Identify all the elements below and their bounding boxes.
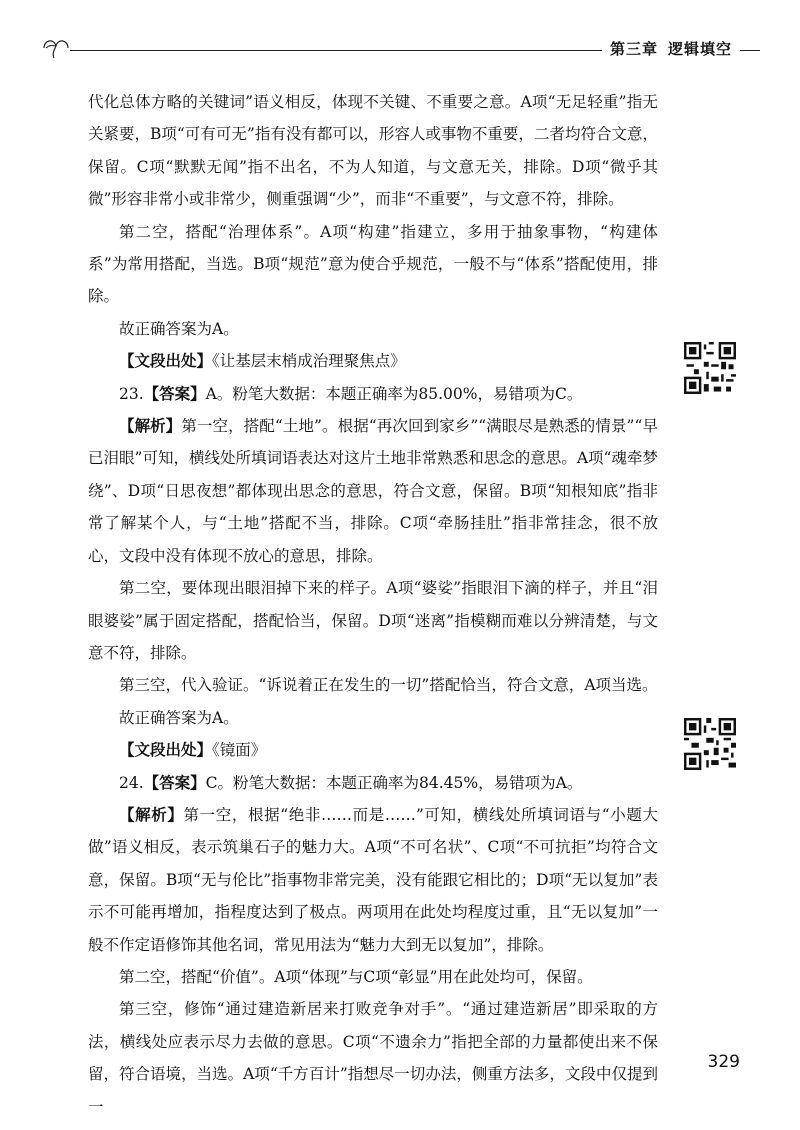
paragraph-text: 第二空，要体现出眼泪掉下来的样子。A项“婆娑”指眼泪下滴的样子，并且“泪眼婆娑”属于固定搭配，搭配恰当，保留。D项“迷离”指模糊而难以分辨清楚，与文意不符，排除。 bbox=[88, 579, 658, 662]
paragraph bbox=[88, 313, 658, 345]
answer-line bbox=[88, 378, 658, 410]
answer-tag: 【答案】 bbox=[143, 773, 206, 792]
paragraph bbox=[88, 86, 658, 216]
paragraph bbox=[88, 993, 658, 1123]
paragraph-text: 第二空，搭配“价值”。A项“体现”与C项“彰显”用在此处均可，保留。 bbox=[119, 967, 593, 986]
answer-text: A。粉笔大数据：本题正确率为85.00%，易错项为C。 bbox=[205, 384, 583, 403]
paragraph bbox=[88, 961, 658, 993]
answer-tag: 【答案】 bbox=[143, 384, 206, 403]
leaf-ornament-icon bbox=[40, 34, 72, 60]
paragraph bbox=[88, 572, 658, 669]
chapter-heading bbox=[602, 38, 740, 59]
analysis-tag: 【解析】 bbox=[119, 417, 182, 436]
paragraph-text: 第三空，修饰“通过建造新居来打败竞争对手”。“通过建造新居”即采取的方法，横线处应表示尽力去做的意思。C项“不遗余力”指把全部的力量都使出来不保留，符合语境，当选。A项“千方百计”指想尽一切办法，侧重方法多，文段中仅提到一 bbox=[88, 1000, 658, 1116]
paragraph-text: 第三空，代入验证。“诉说着正在发生的一切”搭配恰当，符合文意，A项当选。 bbox=[119, 676, 658, 695]
source-tag: 【文段出处】 bbox=[119, 741, 213, 760]
question-number: 24. bbox=[119, 773, 144, 792]
question-number: 23. bbox=[119, 384, 144, 403]
paragraph-text: 故正确答案为A。 bbox=[119, 708, 239, 727]
answer-line bbox=[88, 767, 658, 799]
page-number: 329 bbox=[707, 1052, 740, 1072]
source-line bbox=[88, 734, 658, 766]
paragraph-text: 代化总体方略的关键词”语义相反，体现不关键、不重要之意。A项“无足轻重”指无关紧要，B项“可有可无”指有没有都可以，形容人或事物不重要，二者均符合文意，保留。C项“默默无闻”指不出名，不为人知道，与文意无关，排除。D项“微乎其微”形容非常小或非常少，侧重强调“少”，而非“不重要”，与文意不符，排除。 bbox=[88, 93, 658, 209]
source-title: 《镜面》 bbox=[212, 741, 267, 760]
paragraph bbox=[88, 702, 658, 734]
analysis-text: 第一空，搭配“土地”。根据“再次回到家乡”“满眼尽是熟悉的情景”“早已泪眼”可知，横线处所填词语表达对这片土地非常熟悉和思念的意思。A项“魂牵梦绕”、D项“日思夜想”都体现出思念的意思，符合文意，保留。B项“知根知底”指非常了解某个人，与“土地”搭配不当，排除。C项“牵肠挂肚”指非常挂念，很不放心，文段中没有体现不放心的意思，排除。 bbox=[88, 417, 658, 565]
chapter-number: 第三章 bbox=[609, 40, 658, 58]
paragraph-text: 故正确答案为A。 bbox=[119, 319, 239, 338]
qr-code-icon[interactable] bbox=[684, 342, 736, 394]
paragraph bbox=[88, 669, 658, 701]
source-line bbox=[88, 345, 658, 377]
page-header bbox=[40, 30, 760, 60]
qr-code-icon[interactable] bbox=[684, 718, 736, 770]
answer-text: C。粉笔大数据：本题正确率为84.45%，易错项为A。 bbox=[205, 773, 583, 792]
source-title: 《让基层末梢成治理聚焦点》 bbox=[212, 352, 406, 371]
paragraph bbox=[88, 216, 658, 313]
paragraph-text: 第二空，搭配“治理体系”。A项“构建”指建立，多用于抽象事物，“构建体系”为常用搭配，当选。B项“规范”意为使合乎规范，一般不与“体系”搭配使用，排除。 bbox=[88, 222, 658, 306]
analysis-paragraph bbox=[88, 799, 658, 961]
source-tag: 【文段出处】 bbox=[119, 352, 213, 371]
analysis-text: 第一空，根据“绝非……而是……”可知，横线处所填词语与“小题大做”语义相反，表示筑巢石子的魅力大。A项“不可名状”、C项“不可抗拒”均符合文意，保留。B项“无与伦比”指事物非常完美，没有能跟它相比的；D项“无以复加”表示不可能再增加，指程度达到了极点。两项用在此处均程度过重，且“无以复加”一般不作定语修饰其他名词，常见用法为“魅力大到无以复加”，排除。 bbox=[88, 805, 658, 954]
page-content bbox=[88, 86, 658, 1123]
analysis-paragraph bbox=[88, 410, 658, 572]
analysis-tag: 【解析】 bbox=[119, 805, 184, 824]
chapter-section: 逻辑填空 bbox=[667, 40, 732, 58]
